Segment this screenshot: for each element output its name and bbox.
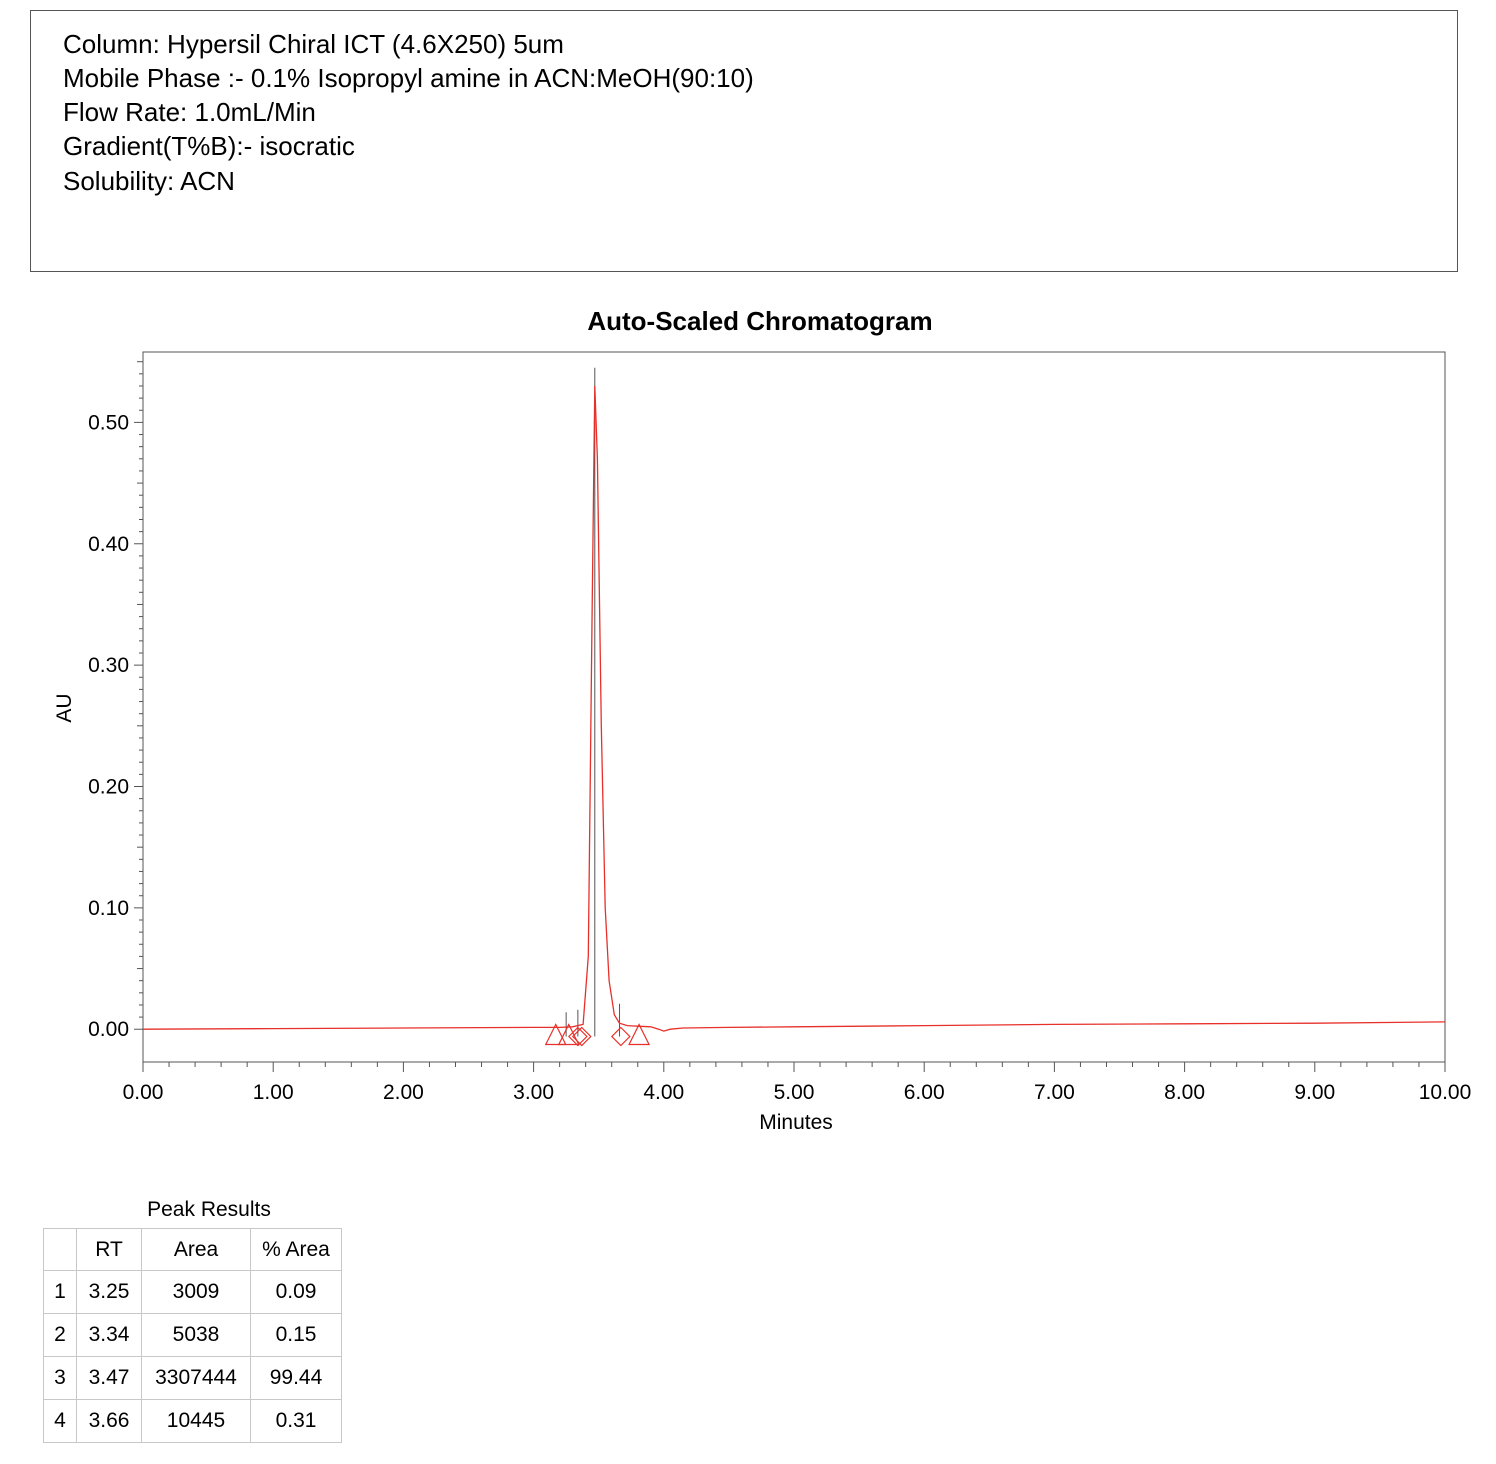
- row-rt: 3.47: [77, 1357, 142, 1400]
- row-rt: 3.34: [77, 1314, 142, 1357]
- x-axis: [123, 1062, 1472, 1104]
- header-index: [44, 1229, 77, 1271]
- y-axis: [88, 362, 143, 1042]
- x-tick-label: 2.00: [382, 1081, 424, 1104]
- x-tick-label: 4.00: [643, 1081, 685, 1104]
- y-tick-label: 0.50: [88, 411, 129, 435]
- row-rt: 3.25: [77, 1271, 142, 1314]
- peak-results-table: [43, 1228, 342, 1443]
- y-tick-label: 0.00: [88, 1018, 129, 1042]
- x-tick-label: 3.00: [513, 1081, 555, 1104]
- x-axis-label: Minutes: [759, 1111, 833, 1134]
- plot-frame: [143, 352, 1445, 1062]
- peak-apex-lines: [566, 368, 619, 1037]
- row-index: 1: [44, 1271, 77, 1314]
- x-tick-label: 5.00: [773, 1081, 815, 1104]
- table-header-row: [44, 1229, 342, 1271]
- y-tick-label: 0.40: [88, 532, 129, 556]
- row-area: 3009: [142, 1271, 251, 1314]
- x-tick-label: 8.00: [1164, 1081, 1206, 1104]
- chromatogram-trace: [143, 386, 1445, 1031]
- row-pct-area: 0.31: [251, 1400, 342, 1443]
- header-pct-area: % Area: [251, 1229, 342, 1271]
- table-row: [44, 1314, 342, 1357]
- chart-title: Auto-Scaled Chromatogram: [587, 306, 933, 336]
- row-area: 3307444: [142, 1357, 251, 1400]
- x-tick-label: 10.00: [1418, 1081, 1472, 1104]
- diamond-marker: [612, 1028, 630, 1046]
- row-area: 5038: [142, 1314, 251, 1357]
- y-tick-label: 0.10: [88, 896, 129, 920]
- x-tick-label: 1.00: [252, 1081, 294, 1104]
- table-row: [44, 1357, 342, 1400]
- table-row: [44, 1271, 342, 1314]
- row-index: 2: [44, 1314, 77, 1357]
- x-tick-label: 6.00: [903, 1081, 945, 1104]
- info-flow-rate: Flow Rate: 1.0mL/Min: [63, 97, 316, 127]
- peak-results-caption: Peak Results: [147, 1198, 271, 1221]
- row-pct-area: 0.09: [251, 1271, 342, 1314]
- row-index: 4: [44, 1400, 77, 1443]
- row-index: 3: [44, 1357, 77, 1400]
- y-tick-label: 0.20: [88, 775, 129, 799]
- header-rt: RT: [77, 1229, 142, 1271]
- info-gradient: Gradient(T%B):- isocratic: [63, 131, 355, 161]
- row-pct-area: 99.44: [251, 1357, 342, 1400]
- info-mobile-phase: Mobile Phase :- 0.1% Isopropyl amine in ACN:MeOH(90:10): [63, 63, 754, 93]
- triangle-marker: [629, 1025, 649, 1045]
- info-solubility: Solubility: ACN: [63, 166, 235, 196]
- table-row: [44, 1400, 342, 1443]
- row-rt: 3.66: [77, 1400, 142, 1443]
- row-pct-area: 0.15: [251, 1314, 342, 1357]
- row-area: 10445: [142, 1400, 251, 1443]
- y-axis-label: AU: [53, 693, 76, 723]
- peak-results: [43, 1198, 343, 1443]
- x-tick-label: 7.00: [1033, 1081, 1075, 1104]
- info-column: Column: Hypersil Chiral ICT (4.6X250) 5um: [63, 29, 564, 59]
- x-tick-label: 0.00: [122, 1081, 164, 1104]
- x-tick-label: 9.00: [1294, 1081, 1336, 1104]
- y-tick-label: 0.30: [88, 654, 129, 678]
- header-area: Area: [142, 1229, 251, 1271]
